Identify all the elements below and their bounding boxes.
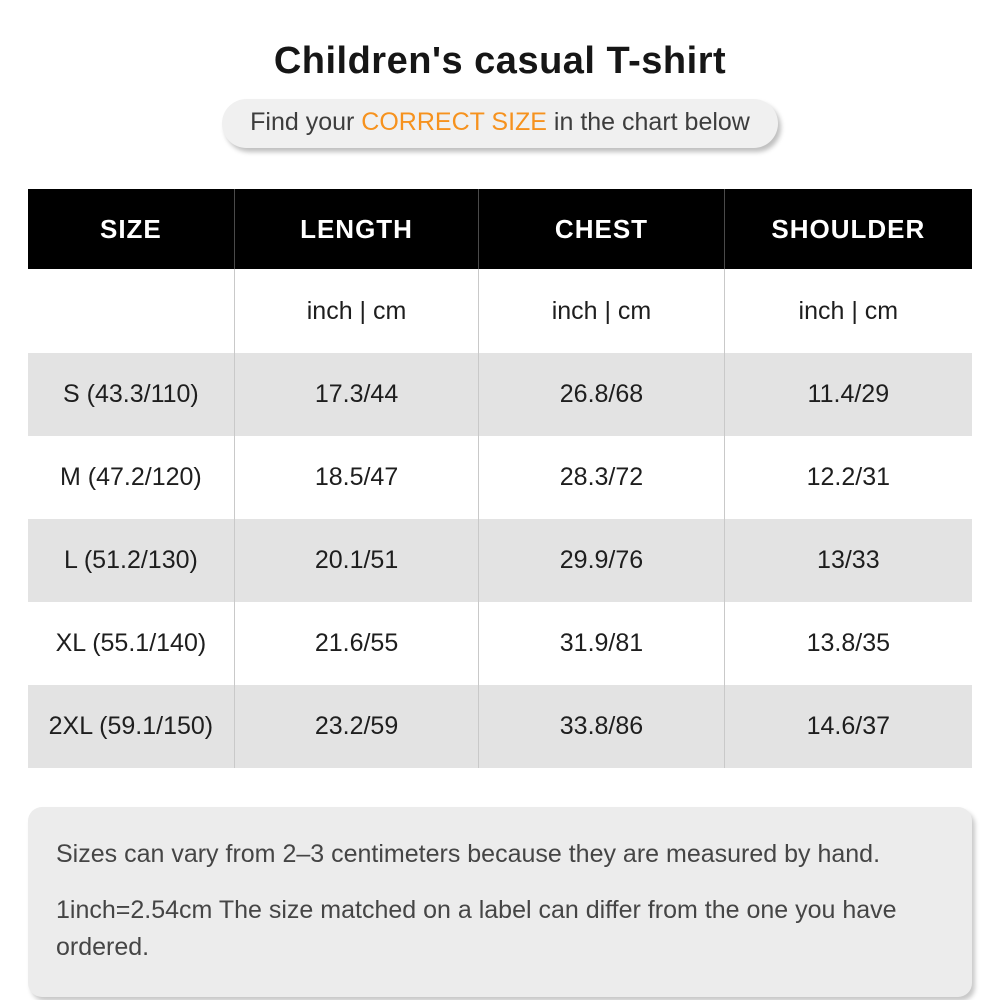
cell-chest-value: 29.9/76 <box>478 519 723 602</box>
cell-shoulder-value: 14.6/37 <box>724 685 972 768</box>
cell-length-value: 17.3/44 <box>234 353 478 436</box>
cell-length-value: 20.1/51 <box>234 519 478 602</box>
subtitle-suffix: in the chart below <box>546 108 750 136</box>
cell-size-label: S (43.3/110) <box>63 380 199 408</box>
page-title: Children's casual T-shirt <box>273 40 727 82</box>
table-units-row <box>28 269 972 353</box>
header-cell-size: SIZE <box>99 213 162 244</box>
note-line-1: Sizes can vary from 2–3 centimeters because they are measured by hand. <box>56 840 881 868</box>
subtitle-highlight: CORRECT SIZE <box>361 108 547 136</box>
units-cell-chest: inch | cm <box>478 269 723 353</box>
cell-length-value: 21.6/55 <box>234 602 478 685</box>
cell-chest-value: 28.3/72 <box>478 436 723 519</box>
cell-shoulder-value: 13.8/35 <box>724 602 972 685</box>
cell-length-value: 18.5/47 <box>234 436 478 519</box>
table-row-m <box>28 436 972 519</box>
table-row-xl <box>28 602 972 685</box>
table-row-l <box>28 519 972 602</box>
size-table <box>28 189 972 768</box>
cell-size-label: XL (55.1/140) <box>55 629 207 657</box>
cell-shoulder-value: 11.4/29 <box>724 353 972 436</box>
subtitle-prefix: Find your <box>250 108 362 136</box>
cell-size-label: L (51.2/130) <box>63 546 198 574</box>
cell-shoulder-value: 13/33 <box>724 519 972 602</box>
header-cell-length: LENGTH <box>234 189 478 269</box>
subtitle-pill-wrapper <box>0 99 1000 148</box>
measurement-notes-box <box>28 807 972 997</box>
cell-size-label: M (47.2/120) <box>60 463 202 491</box>
units-cell-length: inch | cm <box>234 269 478 353</box>
table-header-row <box>28 189 972 269</box>
cell-chest-value: 26.8/68 <box>478 353 723 436</box>
units-cell-shoulder: inch | cm <box>724 269 972 353</box>
header-cell-chest: CHEST <box>478 189 723 269</box>
cell-chest-value: 31.9/81 <box>478 602 723 685</box>
cell-chest-value: 33.8/86 <box>478 685 723 768</box>
header-cell-shoulder: SHOULDER <box>724 189 972 269</box>
cell-shoulder-value: 12.2/31 <box>724 436 972 519</box>
table-row-s <box>28 353 972 436</box>
note-line-2: 1inch=2.54cm The size matched on a label can differ from the one you have ordered. <box>56 896 897 961</box>
cell-length-value: 23.2/59 <box>234 685 478 768</box>
cell-size-label: 2XL (59.1/150) <box>48 712 214 740</box>
subtitle-pill <box>222 99 778 148</box>
table-row-2xl <box>28 685 972 768</box>
units-cell-size <box>28 269 234 353</box>
